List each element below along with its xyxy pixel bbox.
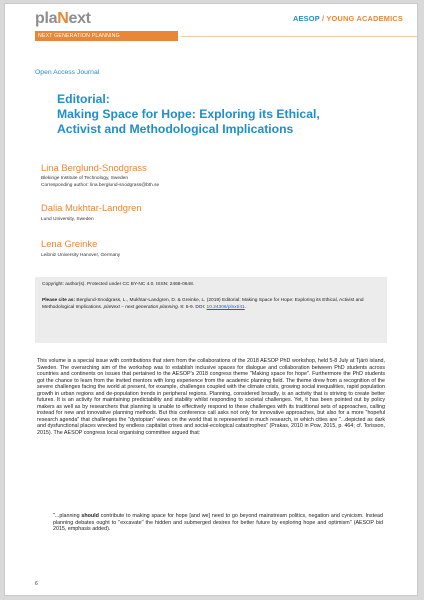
author-affiliation: Leibniz University Hanover, Germany <box>41 253 121 258</box>
block-quote: "...planning should contribute to making space for hope [and we] need to go beyond mainstream politics, negation and cynicism. Instead planning debates ought to "excavate" the hidden and submerged desires for better future by exploring hope and optimism" (AESOP bid 2015, emphasis added). <box>53 513 383 533</box>
journal-logo: plaNext <box>35 10 91 27</box>
author-name: Lina Berglund-Snodgrass <box>41 162 147 173</box>
title-line-3: Activist and Methodological Implications <box>57 122 294 136</box>
article-title <box>57 92 387 137</box>
journal-label: Open Access Journal <box>35 69 100 76</box>
citation-box <box>35 277 387 343</box>
title-line-1: Editorial: <box>57 92 110 106</box>
header-divider <box>181 36 418 37</box>
author-affiliation: Blekinge Institute of Technology, Sweden Corresponding author: lina.berglund-snodgrass@bth.se <box>41 176 160 188</box>
copyright-notice: Copyright: author(s). Protected under CC BY-NC 4.0. ISSN: 2468-0648. <box>42 282 195 287</box>
author-name: Dalia Mukhtar-Landgren <box>41 202 142 213</box>
page <box>4 3 418 596</box>
page-header <box>5 4 417 54</box>
tagline-bar: NEXT GENERATION PLANNING <box>35 31 178 41</box>
body-paragraph: This volume is a special issue with contributions that stem from the collaborations of the 2018 AESOP PhD workshop, held 5-8 July at Tjärö island, Sweden. The overarching aim of the workshop was to establish inclusive spaces for dialogue and collaboration between PhD students across countries and continents on issues that pertained to the AESOP's 2018 congress theme "Making space for hope". Furthermore the PhD students got the chance to learn from the invited mentors with long experience from the academic planning field. The theme drew from a recognition of the severe challenges facing the world at present, for example, challenges coupled with the climate crisis, growing social inequalities, rapid population growth in urban regions and de-population trends in peripheral regions. Planning, considered broadly, is an activity that is striving to create better futures. It is an activity for maintaining predictability and stability whilst responding to societal challenges. Yet, it has been pointed out by policy makers as well as by researchers that planning is unable to effectively respond to these challenges with its traditional sets of approaches, calling instead for new and innovative planning methods. But this conference call asks not only for innovative approaches, but also for a more "hopeful research agenda" that challenges the "dystopian" views on the world that is represented in much research, in which cities are "...depicted as dark and dysfunctional places wrecked by endless capitalist crises and social-ecological catastrophes" (Prakas, 2010 in Pow, 2015, p. 464; cf. Torisson, 2015). The AESOP congress local organising committee argued that: <box>37 358 385 436</box>
citation-text: Please cite as: Berglund-Snodgrass, L., Mukhtar-Landgren, D. & Greinke, L. (2019) Editorial: Making Space for Hope: Exploring its Ethical, Activist and Methodological Implications. plaNext – next generation planning. 8: 6-9. DOI: 10.24306/plnxt/41. <box>42 298 364 310</box>
title-line-2: Making Space for Hope: Exploring its Ethical, <box>57 107 320 121</box>
aesop-brand: AESOP / YOUNG ACADEMICS <box>292 14 403 23</box>
corresponding-author: Corresponding author: lina.berglund-snodgrass@bth.se <box>41 183 160 188</box>
page-number: 6 <box>35 581 38 587</box>
author-name: Lena Greinke <box>41 238 98 249</box>
doi-link[interactable]: 10.24306/plnxt/41 <box>206 305 245 310</box>
author-affiliation: Lund University, Sweden <box>41 217 94 222</box>
